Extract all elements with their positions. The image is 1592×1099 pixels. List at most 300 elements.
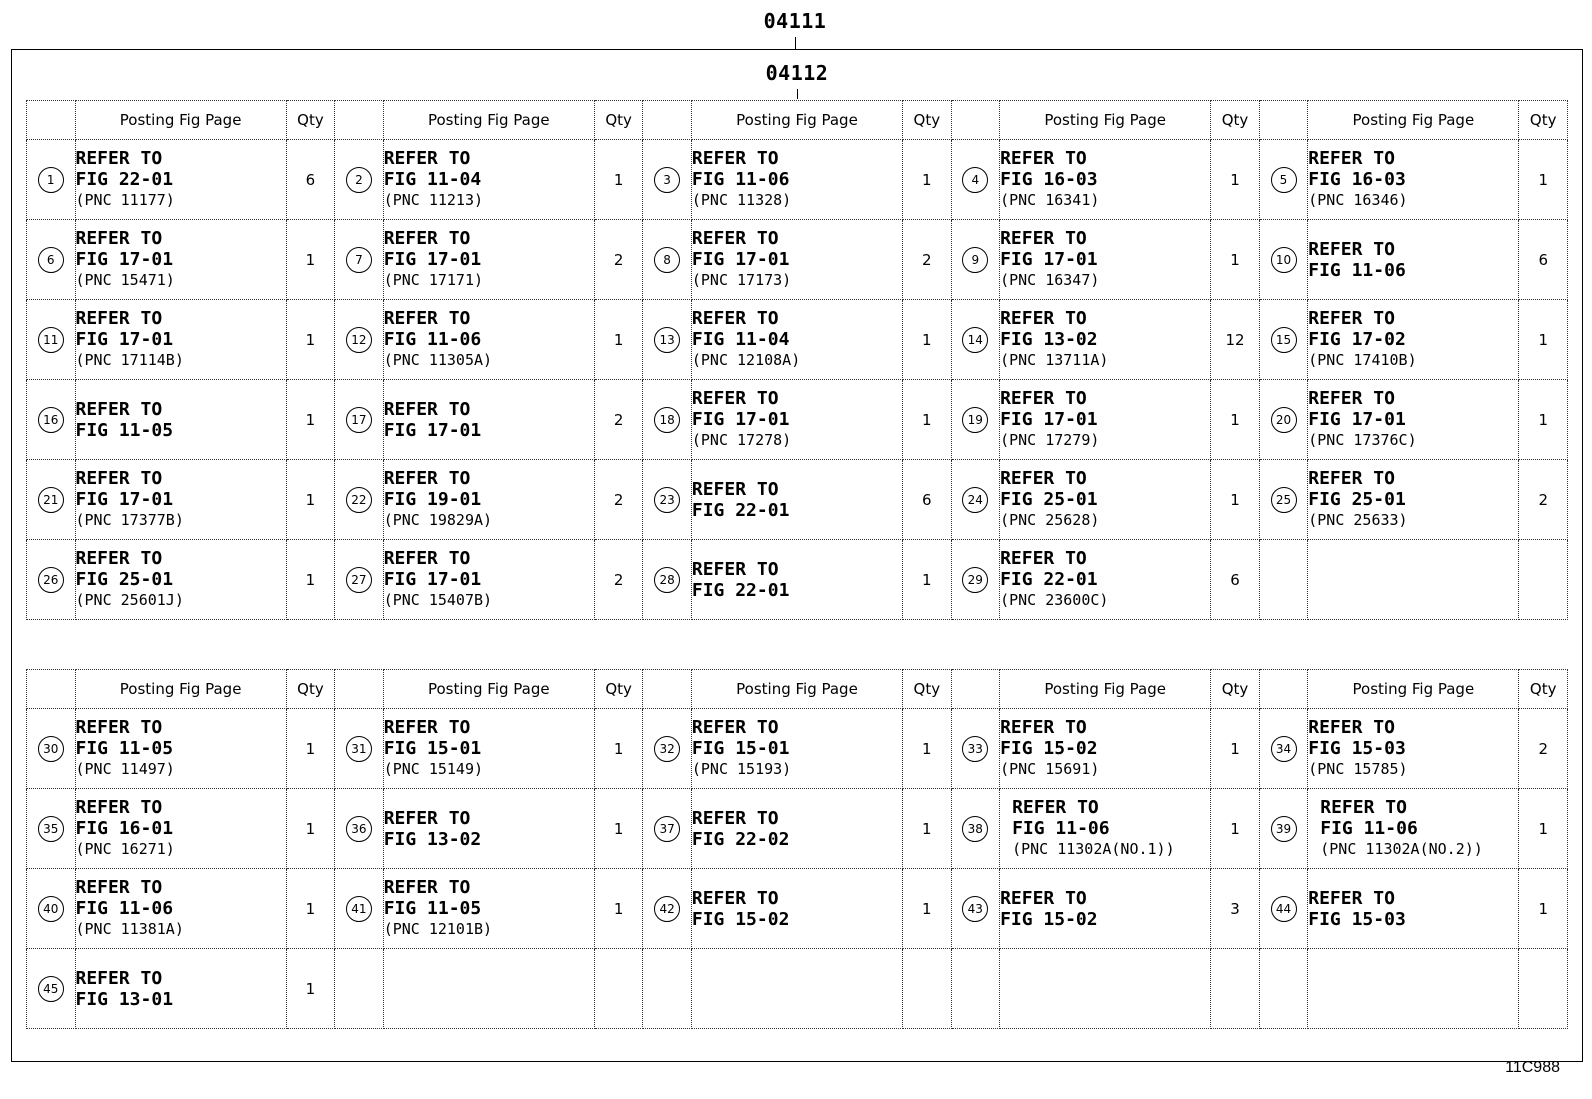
callout-cell bbox=[27, 220, 76, 300]
callout-cell bbox=[27, 140, 76, 220]
callout-cell bbox=[335, 220, 384, 300]
qty-cell bbox=[1211, 380, 1260, 460]
pnc-code: (PNC 17279) bbox=[1000, 431, 1100, 449]
header-num-cell bbox=[1259, 101, 1308, 140]
pnc-code: (PNC 15407B) bbox=[383, 591, 493, 609]
reference-cell bbox=[383, 460, 594, 540]
reference-cell bbox=[1308, 380, 1519, 460]
callout-number: 39 bbox=[1271, 816, 1297, 842]
qty-cell bbox=[286, 140, 335, 220]
reference-cell bbox=[1000, 220, 1211, 300]
callout-number: 22 bbox=[346, 487, 372, 513]
fig-reference: FIG 13-02 bbox=[383, 828, 482, 850]
callout-cell bbox=[643, 300, 692, 380]
qty-cell bbox=[594, 789, 643, 869]
callout-number: 42 bbox=[654, 896, 680, 922]
refer-text: REFER TO bbox=[691, 148, 779, 169]
figure-code: 11C988 bbox=[1505, 1059, 1560, 1076]
callout-cell bbox=[1259, 460, 1308, 540]
qty-cell bbox=[1211, 220, 1260, 300]
refer-text: REFER TO bbox=[75, 148, 163, 169]
callout-number: 32 bbox=[654, 736, 680, 762]
fig-reference: FIG 13-02 bbox=[1000, 329, 1098, 350]
callout-number: 34 bbox=[1271, 736, 1297, 762]
callout-cell bbox=[335, 789, 384, 869]
callout-number: 41 bbox=[346, 896, 372, 922]
callout-number: 43 bbox=[962, 896, 988, 922]
callout-number: 23 bbox=[654, 487, 680, 513]
qty-value: 2 bbox=[1538, 490, 1548, 509]
refer-text: REFER TO bbox=[75, 877, 163, 898]
qty-cell bbox=[286, 460, 335, 540]
fig-reference: FIG 15-03 bbox=[1308, 738, 1406, 759]
refer-text: REFER TO bbox=[691, 717, 779, 738]
table-row bbox=[27, 709, 1568, 789]
header-qty: Qty bbox=[1211, 101, 1260, 140]
refer-text: REFER TO bbox=[1308, 308, 1395, 329]
fig-reference: FIG 11-06 bbox=[1308, 259, 1406, 281]
qty-cell bbox=[286, 949, 335, 1029]
header-posting: Posting Fig Page bbox=[691, 101, 902, 140]
qty-cell bbox=[286, 380, 335, 460]
callout-number: 12 bbox=[346, 327, 372, 353]
fig-reference: FIG 16-01 bbox=[75, 818, 174, 839]
callout-cell bbox=[951, 380, 1000, 460]
header-num-cell bbox=[27, 101, 76, 140]
pnc-code: (PNC 23600C) bbox=[1000, 591, 1109, 609]
pnc-code: (PNC 16341) bbox=[1000, 191, 1100, 209]
fig-reference: FIG 15-01 bbox=[691, 738, 790, 759]
qty-value: 1 bbox=[1230, 170, 1240, 189]
qty-cell bbox=[594, 949, 643, 1029]
reference-cell bbox=[1308, 140, 1519, 220]
header-posting: Posting Fig Page bbox=[1000, 670, 1211, 709]
header-num-cell bbox=[643, 670, 692, 709]
callout-number: 44 bbox=[1271, 896, 1297, 922]
reference-cell bbox=[1308, 709, 1519, 789]
header-posting: Posting Fig Page bbox=[383, 101, 594, 140]
qty-cell bbox=[286, 540, 335, 620]
fig-reference: FIG 15-01 bbox=[383, 738, 482, 759]
qty-value: 1 bbox=[1230, 410, 1240, 429]
refer-text: REFER TO bbox=[1308, 468, 1395, 489]
refer-text: REFER TO bbox=[75, 308, 163, 329]
pnc-code: (PNC 16271) bbox=[75, 840, 175, 858]
reference-cell bbox=[383, 220, 594, 300]
reference-cell bbox=[383, 709, 594, 789]
callout-cell bbox=[335, 540, 384, 620]
qty-value: 2 bbox=[613, 410, 624, 429]
reference-cell bbox=[75, 380, 286, 460]
callout-cell bbox=[951, 460, 1000, 540]
callout-cell bbox=[951, 220, 1000, 300]
reference-cell bbox=[691, 220, 902, 300]
header-posting: Posting Fig Page bbox=[1308, 670, 1519, 709]
refer-text: REFER TO bbox=[1000, 308, 1087, 329]
header-posting: Posting Fig Page bbox=[691, 670, 902, 709]
qty-value: 1 bbox=[1230, 490, 1240, 509]
fig-reference: FIG 11-06 bbox=[383, 329, 482, 350]
callout-number: 35 bbox=[38, 816, 64, 842]
qty-value: 1 bbox=[1538, 330, 1548, 349]
refer-text: REFER TO bbox=[691, 887, 779, 909]
reference-cell bbox=[75, 709, 286, 789]
qty-cell bbox=[903, 460, 952, 540]
pnc-code: (PNC 17171) bbox=[383, 271, 484, 289]
callout-number: 3 bbox=[654, 167, 680, 193]
fig-reference: FIG 17-01 bbox=[383, 569, 482, 590]
qty-value: 2 bbox=[1538, 739, 1548, 758]
callout-number: 38 bbox=[962, 816, 988, 842]
qty-value: 1 bbox=[1538, 899, 1548, 918]
qty-value: 1 bbox=[1538, 410, 1548, 429]
table-row bbox=[27, 140, 1568, 220]
fig-reference: FIG 19-01 bbox=[383, 489, 482, 510]
callout-cell bbox=[335, 709, 384, 789]
callout-cell bbox=[643, 869, 692, 949]
qty-cell bbox=[1519, 709, 1568, 789]
callout-cell bbox=[643, 540, 692, 620]
fig-reference: FIG 17-01 bbox=[691, 249, 790, 270]
callout-cell bbox=[1259, 869, 1308, 949]
pnc-code: (PNC 17114B) bbox=[75, 351, 184, 369]
callout-number: 31 bbox=[346, 736, 372, 762]
qty-cell bbox=[286, 300, 335, 380]
callout-number: 36 bbox=[346, 816, 372, 842]
reference-cell bbox=[383, 540, 594, 620]
header-num-cell bbox=[951, 670, 1000, 709]
fig-reference: FIG 11-04 bbox=[691, 329, 790, 350]
reference-cell bbox=[75, 220, 286, 300]
callout-number: 45 bbox=[38, 976, 64, 1002]
refer-text: REFER TO bbox=[1320, 797, 1407, 818]
refer-text: REFER TO bbox=[383, 308, 471, 329]
refer-text: REFER TO bbox=[75, 548, 163, 569]
qty-cell bbox=[1211, 949, 1260, 1029]
reference-cell bbox=[75, 949, 286, 1029]
qty-cell bbox=[1519, 789, 1568, 869]
qty-value: 1 bbox=[613, 899, 624, 918]
callout-number: 33 bbox=[962, 736, 988, 762]
reference-cell bbox=[691, 460, 902, 540]
reference-cell bbox=[1308, 869, 1519, 949]
leader-line-inner bbox=[797, 89, 798, 99]
qty-cell bbox=[903, 949, 952, 1029]
reference-cell bbox=[1000, 380, 1211, 460]
pnc-code: (PNC 11328) bbox=[691, 191, 792, 209]
pnc-code: (PNC 12108A) bbox=[691, 351, 801, 369]
reference-cell bbox=[75, 869, 286, 949]
reference-cell bbox=[1308, 220, 1519, 300]
pnc-code: (PNC 15691) bbox=[1000, 760, 1100, 778]
callout-number: 13 bbox=[654, 327, 680, 353]
callout-number: 21 bbox=[38, 487, 64, 513]
header-qty: Qty bbox=[903, 101, 952, 140]
pnc-code: (PNC 17278) bbox=[691, 431, 792, 449]
reference-cell bbox=[691, 949, 902, 1029]
callout-cell bbox=[27, 380, 76, 460]
fig-reference: FIG 16-03 bbox=[1308, 169, 1406, 190]
fig-reference: FIG 22-02 bbox=[691, 828, 790, 850]
table-row bbox=[27, 540, 1568, 620]
refer-text: REFER TO bbox=[1000, 228, 1087, 249]
qty-cell bbox=[903, 540, 952, 620]
qty-value: 6 bbox=[1230, 570, 1240, 589]
refer-text: REFER TO bbox=[383, 717, 471, 738]
callout-cell bbox=[335, 300, 384, 380]
qty-cell bbox=[1519, 540, 1568, 620]
reference-cell bbox=[1000, 300, 1211, 380]
qty-value: 1 bbox=[922, 739, 932, 758]
pnc-code: (PNC 17376C) bbox=[1308, 431, 1417, 449]
qty-value: 1 bbox=[305, 979, 316, 998]
fig-reference: FIG 11-06 bbox=[1320, 818, 1418, 839]
callout-number: 26 bbox=[38, 567, 64, 593]
refer-text: REFER TO bbox=[1000, 388, 1087, 409]
header-qty: Qty bbox=[1519, 101, 1568, 140]
header-posting: Posting Fig Page bbox=[1000, 101, 1211, 140]
callout-cell bbox=[643, 709, 692, 789]
qty-cell bbox=[594, 869, 643, 949]
pnc-code: (PNC 11381A) bbox=[75, 920, 184, 938]
pnc-code: (PNC 13711A) bbox=[1000, 351, 1109, 369]
header-num-cell bbox=[335, 101, 384, 140]
reference-cell bbox=[383, 140, 594, 220]
pnc-code: (PNC 12101B) bbox=[383, 920, 493, 938]
qty-value: 2 bbox=[613, 570, 624, 589]
callout-number: 11 bbox=[38, 327, 64, 353]
callout-number: 8 bbox=[654, 247, 680, 273]
qty-value: 1 bbox=[1230, 739, 1240, 758]
reference-cell bbox=[75, 540, 286, 620]
reference-cell bbox=[1000, 949, 1211, 1029]
callout-cell bbox=[951, 300, 1000, 380]
fig-reference: FIG 25-01 bbox=[1308, 489, 1406, 510]
reference-cell bbox=[1000, 789, 1211, 869]
qty-cell bbox=[1519, 140, 1568, 220]
callout-cell bbox=[27, 949, 76, 1029]
callout-number: 40 bbox=[38, 896, 64, 922]
table-header-row bbox=[27, 101, 1568, 140]
callout-number: 29 bbox=[962, 567, 988, 593]
refer-text: REFER TO bbox=[691, 308, 779, 329]
fig-reference: FIG 11-06 bbox=[1012, 818, 1110, 839]
table-row bbox=[27, 789, 1568, 869]
qty-value: 1 bbox=[305, 250, 316, 269]
callout-cell bbox=[27, 869, 76, 949]
callout-cell bbox=[951, 140, 1000, 220]
callout-cell bbox=[643, 949, 692, 1029]
reference-cell bbox=[1308, 540, 1519, 620]
fig-reference: FIG 11-05 bbox=[75, 738, 174, 759]
callout-cell bbox=[335, 140, 384, 220]
refer-text: REFER TO bbox=[1000, 468, 1087, 489]
qty-value: 2 bbox=[613, 250, 624, 269]
header-qty: Qty bbox=[1211, 670, 1260, 709]
header-qty: Qty bbox=[903, 670, 952, 709]
qty-value: 1 bbox=[1230, 819, 1240, 838]
fig-reference: FIG 22-01 bbox=[75, 169, 174, 190]
table-header-row bbox=[27, 670, 1568, 709]
refer-text: REFER TO bbox=[1308, 238, 1395, 260]
qty-cell bbox=[903, 789, 952, 869]
reference-cell bbox=[75, 789, 286, 869]
header-qty: Qty bbox=[1519, 670, 1568, 709]
pnc-code: (PNC 15193) bbox=[691, 760, 792, 778]
pnc-code: (PNC 11302A(NO.2)) bbox=[1320, 840, 1483, 858]
qty-cell bbox=[594, 140, 643, 220]
fig-reference: FIG 15-02 bbox=[691, 908, 790, 930]
pnc-code: (PNC 19829A) bbox=[383, 511, 493, 529]
fig-reference: FIG 22-01 bbox=[691, 499, 790, 521]
qty-cell bbox=[1211, 789, 1260, 869]
refer-text: REFER TO bbox=[691, 228, 779, 249]
refer-text: REFER TO bbox=[1012, 797, 1099, 818]
qty-value: 1 bbox=[922, 899, 932, 918]
table-row bbox=[27, 460, 1568, 540]
reference-cell bbox=[75, 300, 286, 380]
refer-text: REFER TO bbox=[75, 967, 163, 989]
pnc-code: (PNC 15149) bbox=[383, 760, 484, 778]
header-posting: Posting Fig Page bbox=[75, 670, 286, 709]
callout-number: 6 bbox=[38, 247, 64, 273]
reference-cell bbox=[75, 460, 286, 540]
qty-value: 1 bbox=[613, 739, 624, 758]
refer-text: REFER TO bbox=[383, 548, 471, 569]
refer-text: REFER TO bbox=[75, 398, 163, 420]
qty-cell bbox=[903, 709, 952, 789]
parts-table-1 bbox=[26, 100, 1568, 620]
header-posting: Posting Fig Page bbox=[1308, 101, 1519, 140]
assembly-code-inner: 04112 bbox=[765, 61, 829, 85]
callout-number: 30 bbox=[38, 736, 64, 762]
qty-value: 1 bbox=[922, 570, 932, 589]
callout-cell bbox=[1259, 140, 1308, 220]
qty-cell bbox=[1211, 540, 1260, 620]
qty-value: 1 bbox=[922, 170, 932, 189]
fig-reference: FIG 22-01 bbox=[691, 579, 790, 601]
callout-cell bbox=[27, 460, 76, 540]
callout-number: 17 bbox=[346, 407, 372, 433]
qty-cell bbox=[594, 709, 643, 789]
pnc-code: (PNC 25601J) bbox=[75, 591, 184, 609]
callout-cell bbox=[335, 380, 384, 460]
qty-value: 1 bbox=[613, 819, 624, 838]
pnc-code: (PNC 11302A(NO.1)) bbox=[1012, 840, 1175, 858]
fig-reference: FIG 17-01 bbox=[75, 489, 174, 510]
qty-cell bbox=[1519, 380, 1568, 460]
qty-cell bbox=[286, 789, 335, 869]
qty-cell bbox=[594, 380, 643, 460]
fig-reference: FIG 25-01 bbox=[1000, 489, 1098, 510]
fig-reference: FIG 15-03 bbox=[1308, 908, 1406, 930]
callout-cell bbox=[1259, 300, 1308, 380]
callout-cell bbox=[1259, 220, 1308, 300]
qty-value: 1 bbox=[305, 570, 316, 589]
callout-number: 4 bbox=[962, 167, 988, 193]
callout-number: 5 bbox=[1271, 167, 1297, 193]
qty-cell bbox=[594, 220, 643, 300]
callout-cell bbox=[643, 789, 692, 869]
reference-cell bbox=[383, 300, 594, 380]
reference-cell bbox=[383, 789, 594, 869]
callout-number: 28 bbox=[654, 567, 680, 593]
pnc-code: (PNC 17173) bbox=[691, 271, 792, 289]
callout-cell bbox=[335, 869, 384, 949]
reference-cell bbox=[691, 380, 902, 460]
reference-cell bbox=[1000, 460, 1211, 540]
refer-text: REFER TO bbox=[691, 388, 779, 409]
callout-cell bbox=[951, 869, 1000, 949]
fig-reference: FIG 11-06 bbox=[691, 169, 790, 190]
fig-reference: FIG 25-01 bbox=[75, 569, 174, 590]
qty-value: 1 bbox=[305, 899, 316, 918]
callout-cell bbox=[1259, 949, 1308, 1029]
reference-cell bbox=[75, 140, 286, 220]
callout-number: 27 bbox=[346, 567, 372, 593]
qty-value: 2 bbox=[922, 250, 932, 269]
leader-line-top bbox=[795, 37, 796, 49]
qty-value: 6 bbox=[1538, 250, 1548, 269]
callout-number: 10 bbox=[1271, 247, 1297, 273]
qty-value: 1 bbox=[305, 819, 316, 838]
fig-reference: FIG 17-02 bbox=[1308, 329, 1406, 350]
qty-cell bbox=[1211, 140, 1260, 220]
qty-cell bbox=[594, 460, 643, 540]
refer-text: REFER TO bbox=[383, 877, 471, 898]
header-qty: Qty bbox=[594, 101, 643, 140]
pnc-code: (PNC 11213) bbox=[383, 191, 484, 209]
qty-cell bbox=[903, 380, 952, 460]
callout-cell bbox=[27, 300, 76, 380]
qty-cell bbox=[903, 220, 952, 300]
fig-reference: FIG 15-02 bbox=[1000, 908, 1098, 930]
table-row bbox=[27, 949, 1568, 1029]
callout-number: 7 bbox=[346, 247, 372, 273]
callout-cell bbox=[951, 540, 1000, 620]
reference-cell bbox=[1308, 300, 1519, 380]
reference-cell bbox=[383, 869, 594, 949]
fig-reference: FIG 17-01 bbox=[383, 419, 482, 441]
callout-cell bbox=[951, 789, 1000, 869]
qty-value: 3 bbox=[1230, 899, 1240, 918]
reference-cell bbox=[1000, 140, 1211, 220]
fig-reference: FIG 22-01 bbox=[1000, 569, 1098, 590]
header-qty: Qty bbox=[286, 101, 335, 140]
pnc-code: (PNC 25628) bbox=[1000, 511, 1100, 529]
qty-value: 1 bbox=[922, 819, 932, 838]
pnc-code: (PNC 11177) bbox=[75, 191, 175, 209]
pnc-code: (PNC 11305A) bbox=[383, 351, 493, 369]
header-qty: Qty bbox=[286, 670, 335, 709]
pnc-code: (PNC 17410B) bbox=[1308, 351, 1417, 369]
pnc-code: (PNC 15471) bbox=[75, 271, 175, 289]
header-posting: Posting Fig Page bbox=[383, 670, 594, 709]
header-posting: Posting Fig Page bbox=[75, 101, 286, 140]
callout-number: 15 bbox=[1271, 327, 1297, 353]
qty-cell bbox=[1519, 220, 1568, 300]
callout-cell bbox=[27, 789, 76, 869]
refer-text: REFER TO bbox=[383, 228, 471, 249]
callout-number: 9 bbox=[962, 247, 988, 273]
table-row bbox=[27, 869, 1568, 949]
refer-text: REFER TO bbox=[75, 717, 163, 738]
reference-cell bbox=[1308, 460, 1519, 540]
reference-cell bbox=[1000, 869, 1211, 949]
callout-number: 1 bbox=[38, 167, 64, 193]
table-row bbox=[27, 380, 1568, 460]
header-num-cell bbox=[951, 101, 1000, 140]
